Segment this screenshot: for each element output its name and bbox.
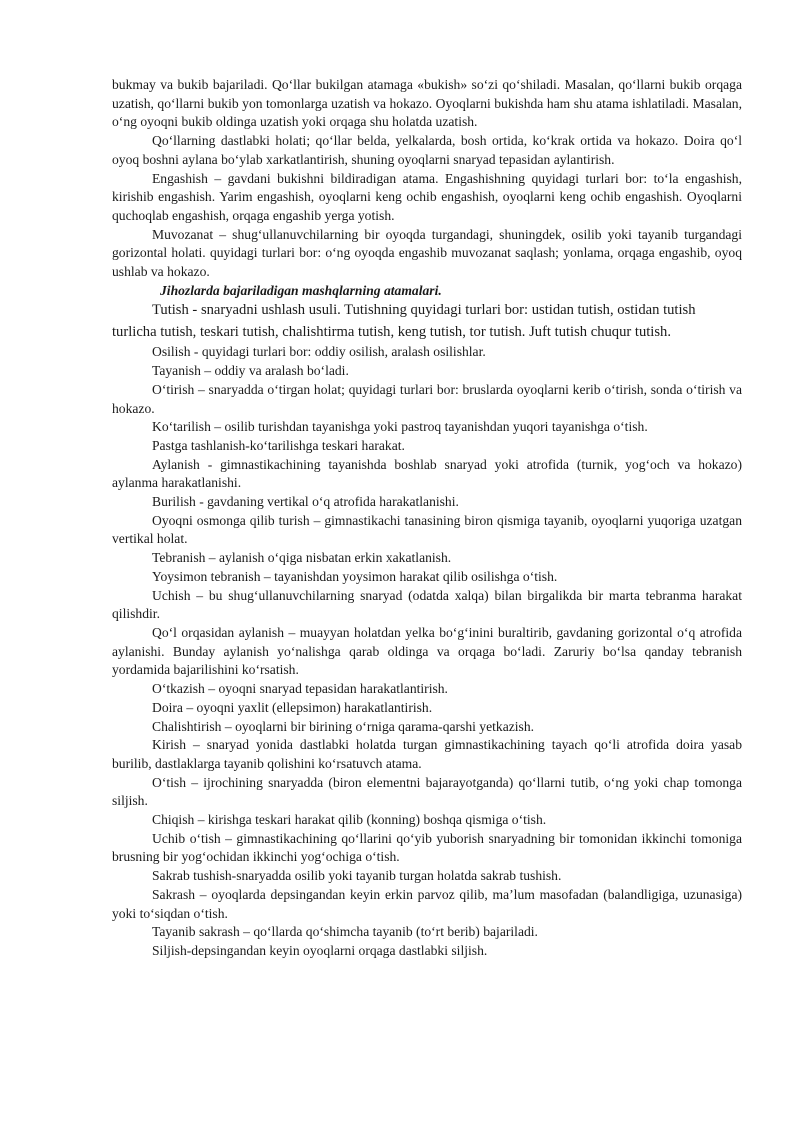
paragraph-sakrash: Sakrash – oyoqlarda depsingandan keyin erkin parvoz qilib, ma’lum masofadan (balandligiga, uzunasiga) yoki to‘siqdan o‘tish.: [112, 886, 742, 921]
paragraph-otkazish: O‘tkazish – oyoqni snaryad tepasidan harakatlantirish.: [152, 681, 448, 697]
paragraph-tebranish: Tebranish – aylanish o‘qiga nisbatan erkin xakatlanish.: [152, 550, 452, 566]
section-heading: Jihozlarda bajariladigan mashqlarning atamalari.: [160, 282, 442, 298]
paragraph-yoysimon-tebranish: Yoysimon tebranish – tayanishdan yoysimon harakat qilib osilishga o‘tish.: [152, 568, 558, 584]
paragraph-oyoqni-osmonga: Oyoqni osmonga qilib turish – gimnastikachi tanasining biron qismiga tayanib, oyoqlarni yuqoriga uzatgan vertikal holat.: [112, 512, 742, 547]
paragraph-osilish: Osilish - quyidagi turlari bor: oddiy osilish, aralash osilishlar.: [152, 344, 486, 360]
paragraph-muvozanat: Muvozanat – shug‘ullanuvchilarning bir oyoqda turgandagi, shuningdek, osilib yoki tayanib turgandagi gorizontal holati. quyidagi turlari bor: o‘ng oyoqda engashib muvozanat saqlash; yonlama, orqaga engashib, oyoq ushlab va hokazo.: [112, 226, 742, 280]
paragraph-engashish: Engashish – gavdani bukishni bildiradigan atama. Engashishning quyidagi turlari bor: to‘la engashish, kirishib engashish. Yarim engashish, oyoqlarni keng ochib engashish, oyoqlarni keng ochib engashish. Oyoqlarni quchoqlab engashish, orqaga engashib yerga yotish.: [112, 170, 742, 223]
paragraph-sakrab-tushish: Sakrab tushish-snaryadda osilib yoki tayanib turgan holatda sakrab tushish.: [152, 868, 562, 884]
paragraph-otirish: O‘tirish – snaryadda o‘tirgan holat; quyidagi turlari bor: bruslarda oyoqlarni kerib o‘tirish, sonda o‘tirish va hokazo.: [112, 381, 742, 416]
paragraph-chalishtirish: Chalishtirish – oyoqlarni bir birining o‘rniga qarama-qarshi yetkazish.: [152, 718, 535, 734]
paragraph-bukish: bukmay va bukib bajariladi. Qo‘llar bukilgan atamaga «bukish» so‘zi qo‘shiladi. Masalan, qo‘llarni bukib orqaga uzatish, qo‘llarni bukib yon tomonlarga uzatish va hokazo. Oyoqlarni bukishda ham shu atama ishlatiladi. Masalan, o‘ng oyoqni bukib oldinga uzatish yoki orqaga shu holatda uzatish.: [112, 77, 742, 130]
paragraph-doira: Doira – oyoqni yaxlit (ellepsimon) harakatlantirish.: [152, 699, 433, 715]
paragraph-aylanish: Aylanish - gimnastikachining tayanishda boshlab snaryad yoki atrofida (turnik, yog‘och va hokazo) aylanma harakatlanishi.: [112, 456, 742, 491]
paragraph-tayanib-sakrash: Tayanib sakrash – qo‘llarda qo‘shimcha tayanib (to‘rt berib) bajariladi.: [152, 924, 538, 940]
paragraph-siljish: Siljish-depsingandan keyin oyoqlarni orqaga dastlabki siljish.: [152, 942, 488, 958]
paragraph-qol-orqasidan-aylanish: Qo‘l orqasidan aylanish – muayyan holatdan yelka bo‘g‘inini buraltirib, gavdaning gorizontal o‘q atrofida aylanishi. Bunday aylanish yo‘nalishga qarab oldinga va orqaga bo‘ladi. Zaruriy bo‘lsa qanday tebranish yordamida bajarilishini ko‘rsatish.: [112, 624, 742, 678]
paragraph-otish: O‘tish – ijrochining snaryadda (biron elementni bajarayotganda) qo‘llarni tutib, o‘ng yoki chap tomonga siljish.: [112, 774, 742, 809]
paragraph-tutish: Tutish - snaryadni ushlash usuli. Tutishning quyidagi turlari bor: ustidan tutish, ostidan tutish turlicha tutish, teskari tutish, chalishtirma tutish, keng tutish, tor tutish. Juft tutish chuqur tutish.: [112, 302, 696, 340]
paragraph-pastga-tashlanish: Pastga tashlanish-ko‘tarilishga teskari harakat.: [152, 437, 405, 453]
paragraph-kirish: Kirish – snaryad yonida dastlabki holatda turgan gimnastikachining tayach qo‘li atrofida doira yasab burilib, dastlaklarga tayanib qolishini ko‘rsatuvch atama.: [112, 737, 742, 771]
paragraph-uchish: Uchish – bu shug‘ullanuvchilarning snaryad (odatda xalqa) bilan birgalikda bir marta tebranma harakat qilishdir.: [112, 587, 742, 622]
paragraph-qollar-holati: Qo‘llarning dastlabki holati; qo‘llar belda, yelkalarda, bosh ortida, ko‘krak ortida va hokazo. Doira qo‘l oyoq boshni aylana bo‘ylab xarkatlantirish, shuning oyoqlarni snaryad tepasidan aylantirish.: [112, 133, 742, 167]
paragraph-tayanish: Tayanish – oddiy va aralash bo‘ladi.: [152, 363, 349, 379]
paragraph-chiqish: Chiqish – kirishga teskari harakat qilib (konning) boshqa qismiga o‘tish.: [152, 812, 547, 828]
paragraph-burilish: Burilish - gavdaning vertikal o‘q atrofida harakatlanishi.: [152, 494, 459, 510]
paragraph-uchib-otish: Uchib o‘tish – gimnastikachining qo‘llarini qo‘yib yuborish snaryadning bir tomonidan ikkinchi tomoniga brusning bir yog‘ochidan ikkinchi yog‘ochiga o‘tish.: [112, 830, 742, 865]
document-page: [112, 76, 742, 961]
paragraph-kotarilish: Ko‘tarilish – osilib turishdan tayanishga yoki pastroq tayanishdan yuqori tayanishga o‘tish.: [152, 419, 648, 435]
